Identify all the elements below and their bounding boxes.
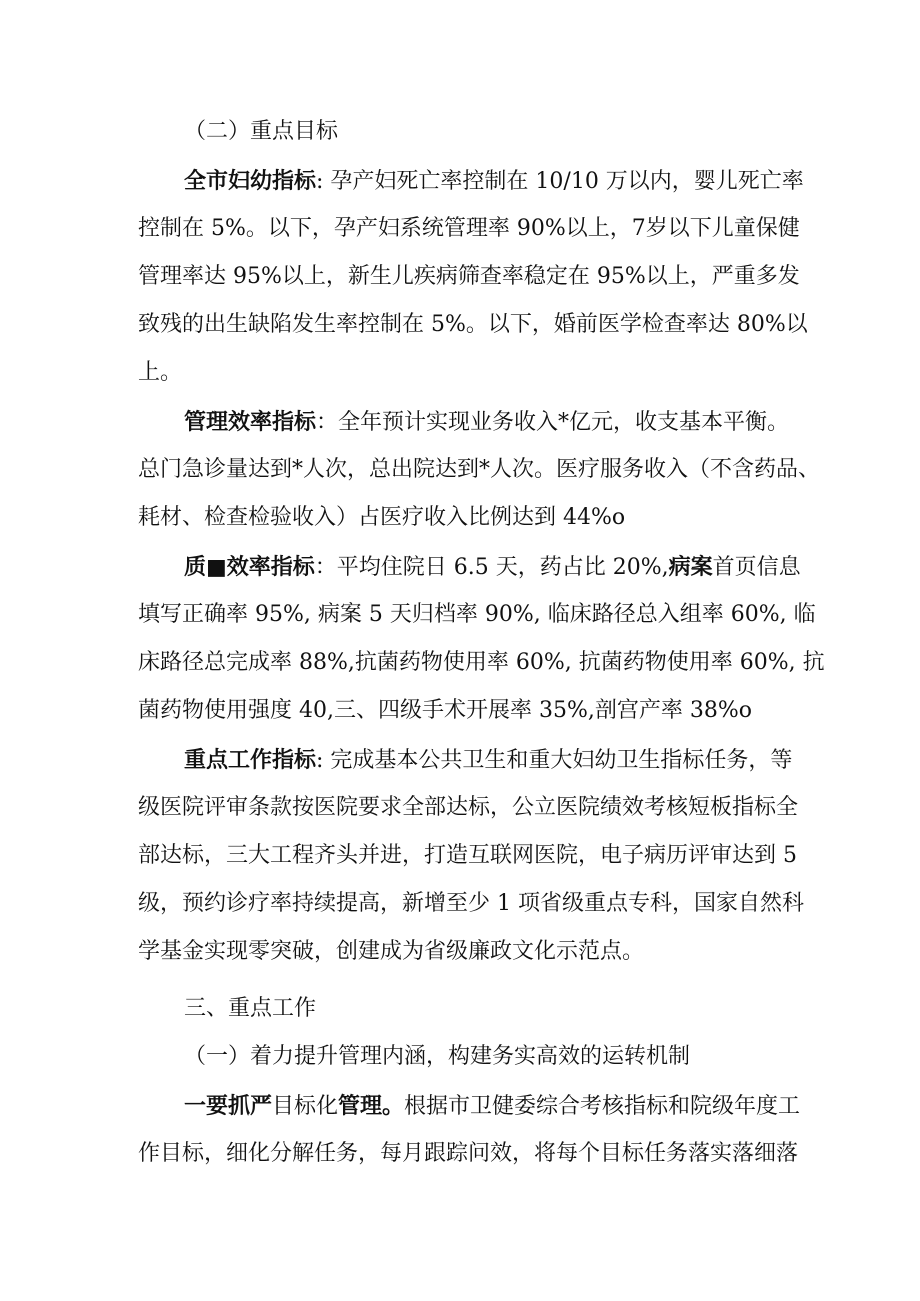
paragraph-line: 部达标，三大工程齐头并进，打造互联网医院，电子病历评审达到 5	[138, 843, 797, 868]
paragraph-label: 一要抓严	[184, 1093, 273, 1119]
paragraph-label: 重点工作指标	[184, 747, 317, 773]
paragraph-line: 一要抓严目标化管理。根据市卫健委综合考核指标和院级年度工	[184, 1093, 801, 1119]
section-heading-key-goals: （二）重点目标	[184, 119, 339, 144]
paragraph-line: 控制在 5%。以下，孕产妇系统管理率 90%以上，7岁以下儿童保健	[138, 216, 800, 241]
paragraph-line: 质■效率指标：平均住院日 6.5 天，药占比 20%,病案首页信息	[184, 554, 801, 580]
paragraph-label: 管理效率指标	[184, 409, 317, 435]
paragraph-line: 级，预约诊疗率持续提高，新增至少 1 项省级重点专科，国家自然科	[138, 891, 804, 916]
paragraph-line: 全市妇幼指标: 孕产妇死亡率控制在 10/10 万以内，婴儿死亡率	[184, 168, 804, 194]
paragraph-line: 作目标，细化分解任务，每月跟踪问效，将每个目标任务落实落细落	[138, 1141, 799, 1166]
paragraph-label: 全市妇幼指标	[184, 168, 317, 194]
paragraph-line: 致残的出生缺陷发生率控制在 5%。以下，婚前医学检查率达 80%以	[138, 312, 808, 337]
paragraph-line: 重点工作指标: 完成基本公共卫生和重大妇幼卫生指标任务，等	[184, 747, 793, 773]
paragraph-line: 耗材、检查检验收入）占医疗收入比例达到 44%o	[138, 505, 626, 530]
paragraph-line: 学基金实现零突破，创建成为省级廉政文化示范点。	[138, 939, 645, 964]
paragraph-line: 上。	[138, 360, 183, 385]
section-heading-key-work: 三、重点工作	[184, 996, 317, 1021]
paragraph-line: 填写正确率 95%, 病案 5 天归档率 90%, 临床路径总入组率 60%, 临	[138, 602, 816, 627]
paragraph-line: 总门急诊量达到*人次，总出院达到*人次。医疗服务收入（不含药品、	[138, 457, 821, 482]
paragraph-line: 管理率达 95%以上，新生儿疾病筛查率稳定在 95%以上，严重多发	[138, 264, 800, 289]
paragraph-line: 菌药物使用强度 40,三、四级手术开展率 35%,剖宫产率 38%o	[138, 698, 753, 723]
paragraph-line: 级医院评审条款按医院要求全部达标，公立医院绩效考核短板指标全	[138, 795, 799, 820]
subsection-heading: （一）着力提升管理内涵，构建务实高效的运转机制	[184, 1044, 691, 1069]
paragraph-line: 床路径总完成率 88%,抗菌药物使用率 60%, 抗菌药物使用率 60%, 抗	[138, 650, 825, 675]
paragraph-line: 管理效率指标：全年预计实现业务收入*亿元，收支基本平衡。	[184, 409, 790, 435]
paragraph-label: 质■效率指标	[184, 554, 315, 580]
